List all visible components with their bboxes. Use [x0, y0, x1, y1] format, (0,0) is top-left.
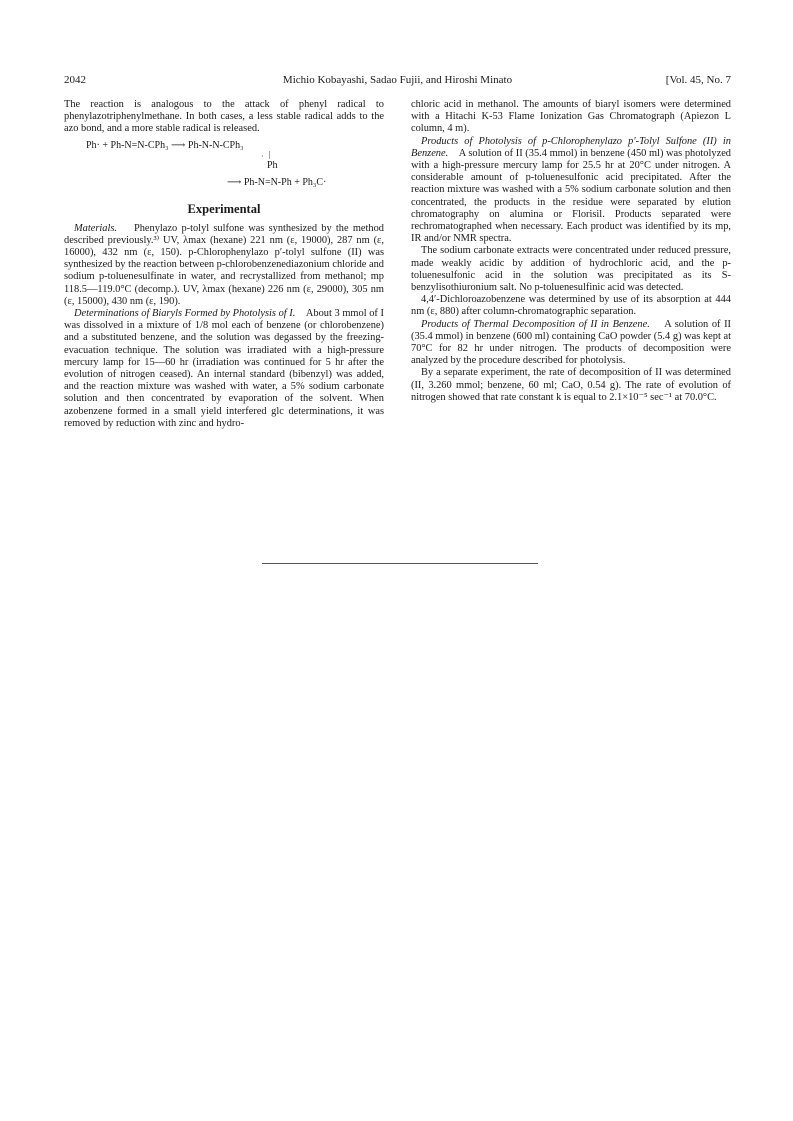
scheme-phenyl: Ph	[267, 159, 278, 171]
volume-info: [Vol. 45, No. 7	[665, 74, 731, 86]
materials-paragraph	[64, 223, 384, 308]
running-header	[64, 73, 731, 87]
biaryls-text: About 3 mmol of I was dissolved in a mixture of 1/8 mol each of benzene (or chlorobenzene) and a substituted benzene, and the solution was degassed by the freezing-evacuation technique. The solution was irradiated with a high-pressure mercury lamp for 15—60 hr (irradiation was continued for 5 hr after the evolution of nitrogen ceased). An internal standard (bibenzyl) was added, and the reaction mixture was washed with water, a 5% sodium carbonate solution and then concentrated by evaporation of the solvent. When azobenzene formed in a small yield interfered glc determinations, it was removed by reduction with zinc and hydro-	[64, 308, 384, 429]
thermal-heading: Products of Thermal Decomposition of II in Benzene.	[421, 318, 650, 330]
carbonate-paragraph: The sodium carbonate extracts were concentrated under reduced pressure, made weakly acidic by addition of hydrochloric acid, and the p-toluenesulfonic acid in the solution was precipitated as its S-benzylisothiuronium salt. No p-toluenesulfinic acid was detected.	[411, 245, 731, 294]
photolysis-paragraph	[411, 136, 731, 246]
biaryls-paragraph	[64, 308, 384, 430]
photolysis-heading: Products of Photolysis of p-Chlorophenylazo p′-Tolyl Sulfone (II) in Benzene.	[411, 135, 731, 159]
intro-paragraph: The reaction is analogous to the attack of phenyl radical to phenylazotriphenylmethane. In both cases, a less stable radical adds to the azo bond, and a more stable radical is released.	[64, 99, 384, 135]
left-column	[64, 99, 384, 430]
right-column	[411, 99, 731, 404]
scheme-line-2: ⟶ Ph-N=N-Ph + Ph₃C·	[227, 176, 327, 188]
reaction-scheme	[64, 140, 384, 198]
page-number: 2042	[64, 74, 86, 86]
scheme-bond: |	[269, 149, 271, 159]
continued-paragraph: chloric acid in methanol. The amounts of biaryl isomers were determined with a Hitachi K-53 Flame Ionization Gas Chromatograph (Apiezon L column, 4 m).	[411, 99, 731, 135]
end-rule	[262, 563, 538, 564]
rate-paragraph: By a separate experiment, the rate of decomposition of II was determined (II, 3.260 mmol; benzene, 60 ml; CaO, 0.54 g). The rate of evolution of nitrogen showed that rate constant k is equal to 2.1×10⁻⁵ sec⁻¹ at 70.0°C.	[411, 367, 731, 403]
section-title: Experimental	[187, 201, 261, 216]
materials-text: Phenylazo p-tolyl sulfone was synthesized by the method described previously.³⁾ UV, λmax (hexane) 221 nm (ε, 19000), 287 nm (ε, 16000), 432 nm (ε, 150). p-Chlorophenylazo p′-tolyl sulfone (II) was synthesized by the reaction between p-chlorobenzenediazonium chloride and sodium p-toluenesulfinate in water, and recrystallized from methanol; mp 118.5—119.0°C (decomp.). UV, λmax (hexane) 226 nm (ε, 29000), 305 nm (ε, 15000), 430 nm (ε, 190).	[64, 222, 385, 307]
thermal-text: A solution of II (35.4 mmol) in benzene (600 ml) containing CaO powder (5.4 g) was kept at 70°C for 82 hr under nitrogen. The products of decomposition were analyzed by the procedure described for photolysis.	[411, 318, 731, 367]
biaryls-heading: Determinations of Biaryls Formed by Photolysis of I.	[74, 308, 296, 320]
scheme-radical-dot: ·	[261, 151, 264, 161]
photolysis-text: A solution of II (35.4 mmol) in benzene (450 ml) was photolyzed with a high-pressure mercury lamp for 25.5 hr at 20°C under nitrogen. A considerable amount of p-toluenesulfonic acid precipitated. After the reaction mixture was washed with a 5% sodium carbonate solution and then concentrated, the products in the residue were separated by elution chromatography on alumina or Florisil. Products separated were rechromatographed when necessary. Each product was identified by its mp, IR and/or NMR spectra.	[411, 147, 732, 245]
thermal-paragraph	[411, 319, 731, 368]
materials-heading: Materials.	[74, 222, 118, 234]
dichloro-paragraph: 4,4′-Dichloroazobenzene was determined by use of its absorption at 444 nm (ε, 880) after column-chromatographic separation.	[411, 294, 731, 318]
scheme-line-1: Ph· + Ph-N=N-CPh₃ ⟶ Ph-N-N-CPh₃	[86, 139, 244, 151]
running-authors: Michio Kobayashi, Sadao Fujii, and Hiroshi Minato	[282, 74, 513, 86]
